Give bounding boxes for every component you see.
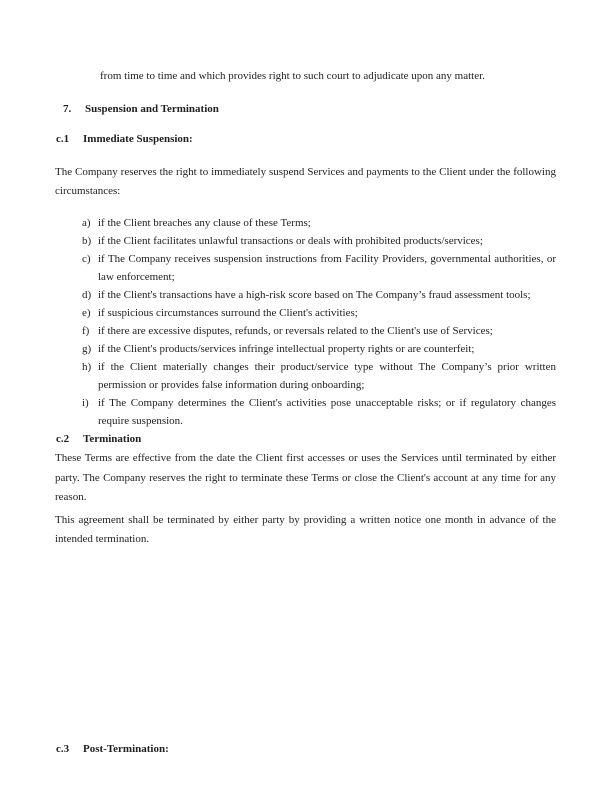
list-marker: h) xyxy=(82,360,92,373)
subsection-number: c.2 xyxy=(56,432,70,445)
list-item xyxy=(82,394,556,430)
list-marker: c) xyxy=(82,252,91,265)
subsection-title: Immediate Suspension: xyxy=(83,133,193,145)
list-marker: b) xyxy=(82,234,92,247)
subsection-number: c.3 xyxy=(56,742,70,755)
list-item-text: if the Client breaches any clause of these Terms; xyxy=(98,216,311,229)
continuation-text: from time to time and which provides right to such court to adjudicate upon any matter. xyxy=(100,70,485,82)
list-item-text: if suspicious circumstances surround the Client's activities; xyxy=(98,306,358,319)
subsection-heading-c3 xyxy=(56,740,556,760)
list-marker: g) xyxy=(82,342,92,355)
subsection-number: c.1 xyxy=(56,133,70,145)
c1-intro-paragraph: The Company reserves the right to immediately suspend Services and payments to the Client under the following circumstances: xyxy=(55,165,556,197)
list-item xyxy=(82,214,556,232)
subsection-heading-c2 xyxy=(56,430,556,450)
subsection-title: Termination xyxy=(83,432,142,445)
list-item-text: if the Client's transactions have a high-risk score based on The Company’s fraud assessment tools; xyxy=(98,288,531,301)
list-item-text: if The Company receives suspension instructions from Facility Providers, governmental authorities, or law enforcement; xyxy=(98,252,556,283)
list-marker: e) xyxy=(82,306,91,319)
list-item xyxy=(82,358,556,394)
suspension-reasons-list xyxy=(82,214,556,430)
list-marker: d) xyxy=(82,288,92,301)
list-item-text: if The Company determines the Client's activities pose unacceptable risks; or if regulatory changes require suspension. xyxy=(98,396,556,427)
list-item xyxy=(82,304,556,322)
list-item xyxy=(82,286,556,304)
section-number: 7. xyxy=(63,102,72,115)
list-item xyxy=(82,232,556,250)
c2-paragraph-2: This agreement shall be terminated by either party by providing a written notice one month in advance of the intended termination. xyxy=(55,513,556,545)
section-title: Suspension and Termination xyxy=(85,102,219,115)
list-item-text: if there are excessive disputes, refunds, or reversals related to the Client's use of Services; xyxy=(98,324,493,337)
subsection-title: Post-Termination: xyxy=(83,742,169,755)
list-item xyxy=(82,340,556,358)
list-item xyxy=(82,322,556,340)
list-marker: f) xyxy=(82,324,90,337)
list-item xyxy=(82,250,556,286)
list-item-text: if the Client materially changes their product/service type without The Company’s prior written permission or provides false information during onboarding; xyxy=(98,360,556,391)
list-marker: i) xyxy=(82,396,89,409)
section-heading-7 xyxy=(63,100,556,120)
list-item-text: if the Client facilitates unlawful transactions or deals with prohibited products/services; xyxy=(98,234,483,247)
list-marker: a) xyxy=(82,216,91,229)
list-item-text: if the Client's products/services infringe intellectual property rights or are counterfeit; xyxy=(98,342,475,355)
c2-paragraph-1: These Terms are effective from the date the Client first accesses or uses the Services until terminated by either party. The Company reserves the right to terminate these Terms or close the Client's account at any time for any reason. xyxy=(55,452,556,503)
subsection-heading-c1 xyxy=(56,130,556,150)
